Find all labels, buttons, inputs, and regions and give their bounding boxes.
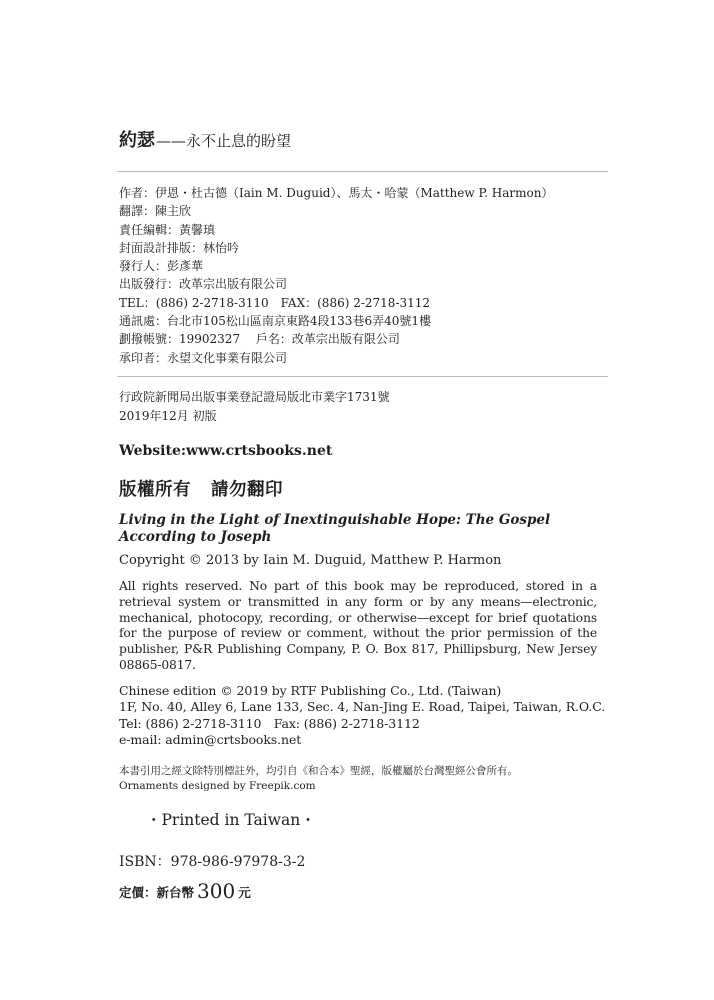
price bbox=[119, 880, 251, 904]
divider-top bbox=[117, 171, 608, 172]
english-title: Living in the Light of Inextinguishable Hope: The Gospel According to Joseph bbox=[119, 512, 551, 545]
divider-middle bbox=[117, 376, 608, 377]
chinese-edition-email[interactable]: e-mail: admin@crtsbooks.net bbox=[119, 732, 302, 748]
chinese-edition-phone: Tel: (886) 2-2718-3110 Fax: (886) 2-2718-3112 bbox=[119, 715, 420, 731]
price-amount: 300 bbox=[197, 879, 236, 903]
credit-publisher: 出版發行：改革宗出版有限公司 bbox=[119, 277, 288, 292]
ornaments-credit: Ornaments designed by Freepik.com bbox=[119, 780, 316, 792]
isbn: ISBN：978-986-97978-3-2 bbox=[119, 854, 306, 870]
rights-notice-part1: 版權所有 bbox=[119, 480, 191, 500]
bible-citation-note: 本書引用之經文除特別標註外，均引自《和合本》聖經，版權屬於台灣聖經公會所有。 bbox=[119, 765, 518, 777]
chinese-edition-address: 1F, No. 40, Alley 6, Lane 133, Sec. 4, Nan-Jing E. Road, Taipei, Taiwan, R.O.C. bbox=[119, 699, 606, 715]
registration-edition: 2019年12月 初版 bbox=[119, 409, 217, 423]
book-subtitle: ——永不止息的盼望 bbox=[156, 132, 292, 150]
rights-notice bbox=[119, 476, 283, 501]
legal-notice: All rights reserved. No part of this book may be reproduced, stored in a retrieval system or transmitted in any form or by any means—electronic, mechanical, photocopy, recording, or otherwise—except for brief quotations for the purpose of review or comment, without the prior permission of the publisher, P&R Publishing Company, P. O. Box 817, Phillipsburg, New Jersey 08865-0817. bbox=[119, 579, 597, 672]
credit-editor: 責任編輯：黃馨瑱 bbox=[119, 222, 216, 237]
chinese-edition-copyright: Chinese edition © 2019 by RTF Publishing Co., Ltd. (Taiwan) bbox=[119, 683, 502, 698]
registration-license: 行政院新聞局出版事業登記證局版北市業字1731號 bbox=[119, 390, 390, 404]
credits-block bbox=[119, 184, 599, 367]
english-copyright: Copyright © 2013 by Iain M. Duguid, Matthew P. Harmon bbox=[119, 553, 502, 568]
credit-issuer: 發行人：彭彥華 bbox=[119, 259, 204, 274]
credit-phone-fax: TEL：(886) 2-2718-3110 FAX：(886) 2-2718-3112 bbox=[119, 295, 431, 310]
credit-printer: 承印者：永望文化事業有限公司 bbox=[119, 350, 288, 365]
price-unit: 元 bbox=[238, 885, 251, 900]
book-title-main: 約瑟 bbox=[119, 130, 155, 151]
website-link[interactable]: Website:www.crtsbooks.net bbox=[119, 443, 333, 459]
book-title bbox=[119, 132, 291, 150]
credit-author: 作者：伊恩・杜古德（Iain M. Duguid）、馬太・哈蒙（Matthew P. Harmon） bbox=[119, 186, 554, 200]
registration-block bbox=[119, 388, 390, 426]
rights-notice-part2: 請勿翻印 bbox=[211, 480, 283, 500]
credit-postal-account: 劃撥帳號：19902327 戶名：改革宗出版有限公司 bbox=[119, 332, 400, 347]
printed-in-taiwan: ・Printed in Taiwan・ bbox=[146, 811, 316, 829]
credit-translator: 翻譯：陳主欣 bbox=[119, 204, 192, 219]
chinese-edition-block bbox=[119, 683, 605, 749]
credit-address: 通訊處：台北市105松山區南京東路4段133巷6弄40號1樓 bbox=[119, 314, 431, 329]
credit-designer: 封面設計排版：林怡吟 bbox=[119, 240, 240, 255]
price-label: 定價：新台幣 bbox=[119, 885, 195, 900]
